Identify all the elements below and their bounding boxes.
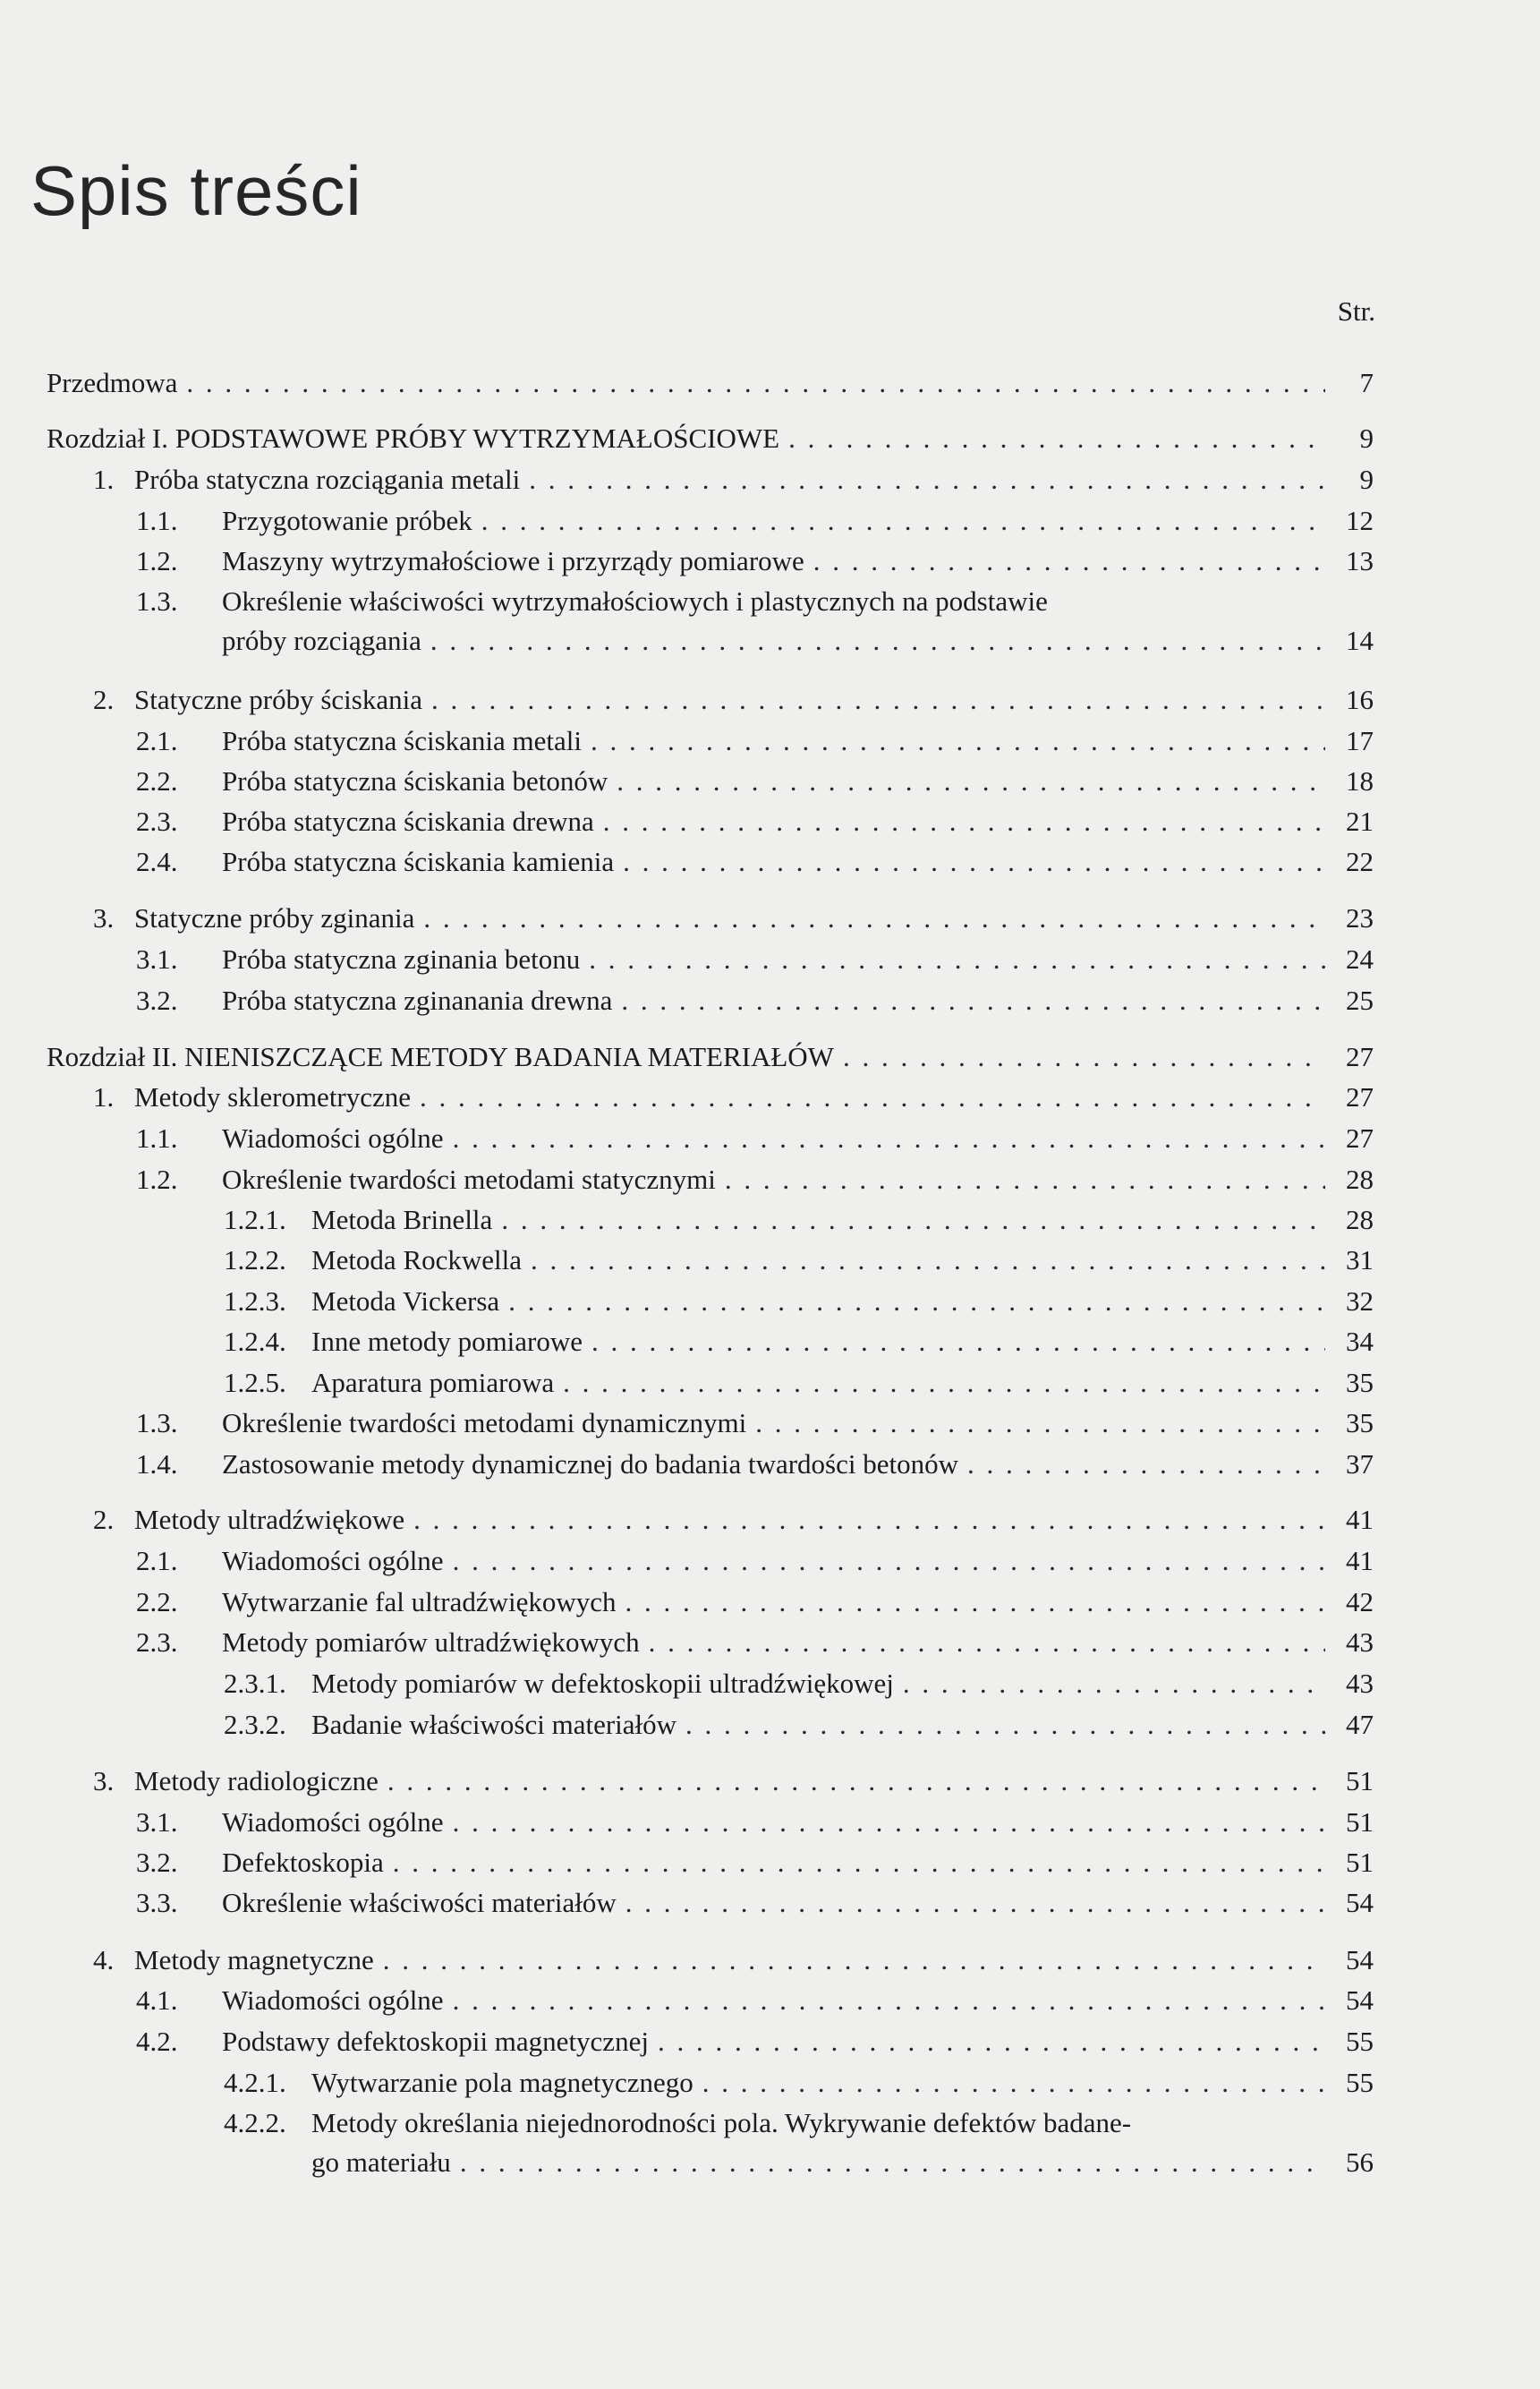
toc-entry-number: 4. [93, 1944, 115, 1975]
toc-entry-number: 2.1. [136, 725, 178, 756]
dot-leader [693, 2065, 1325, 2101]
toc-entry-number: 1.2.2. [224, 1244, 286, 1276]
toc-entry-number: 4.1. [136, 1984, 178, 2016]
toc-entry-page: 55 [1346, 2026, 1374, 2057]
toc-entry-number: 2.3. [136, 1626, 178, 1658]
toc-entry-title: Określenie twardości metodami statycznymi [222, 1164, 716, 1195]
dot-leader [649, 2024, 1325, 2060]
toc-entry-page: 51 [1346, 1806, 1374, 1838]
dot-leader [894, 1666, 1325, 1702]
toc-entry [0, 1202, 1540, 1238]
toc-entry-page: 25 [1346, 985, 1374, 1016]
toc-entry [0, 804, 1540, 840]
toc-entry-page: 41 [1346, 1504, 1374, 1535]
toc-entry-title: Rozdział II. NIENISZCZĄCE METODY BADANIA MATERIAŁÓW [47, 1041, 834, 1072]
toc-entry-number: 1.4. [136, 1448, 178, 1480]
dot-leader [746, 1405, 1325, 1441]
toc-entry [0, 1242, 1540, 1278]
toc-entry-number: 1.1. [136, 505, 178, 536]
toc-entry-page: 51 [1346, 1765, 1374, 1796]
toc-entry-page: 7 [1359, 367, 1374, 398]
toc-entry-number: 1. [93, 464, 115, 495]
toc-entry-page: 43 [1346, 1668, 1374, 1699]
toc-entry [0, 1763, 1540, 1799]
toc-entry [0, 1625, 1540, 1660]
dot-leader [582, 723, 1325, 759]
dot-leader [617, 1584, 1325, 1620]
toc-entry-title: Maszyny wytrzymałościowe i przyrządy pomiarowe [222, 545, 804, 576]
toc-entry-number: 1.2. [136, 1164, 178, 1195]
toc-entry-title: Próba statyczna ściskania betonów [222, 765, 608, 797]
toc-entry-title: Zastosowanie metody dynamicznej do badania twardości betonów [222, 1448, 958, 1480]
toc-entry-title: Przygotowanie próbek [222, 505, 472, 536]
toc-entry [0, 462, 1540, 498]
toc-entry-title: Wiadomości ogólne [222, 1984, 444, 2016]
toc-entry-number: 3. [93, 902, 115, 934]
toc-entry-number: 3.2. [136, 1847, 178, 1878]
toc-entry-page: 27 [1346, 1081, 1374, 1113]
toc-entry-page: 27 [1346, 1122, 1374, 1154]
dot-leader [617, 1885, 1325, 1921]
toc-entry-page: 14 [1346, 625, 1374, 656]
toc-entry-number: 2.3. [136, 806, 178, 837]
toc-entry-page: 13 [1346, 545, 1374, 576]
dot-leader [834, 1039, 1325, 1075]
toc-entry-number: 4.2. [136, 2026, 178, 2057]
toc-entry-number: 1.2.5. [224, 1367, 286, 1398]
toc-entry-page: 28 [1346, 1164, 1374, 1195]
toc-entry-number: 3.1. [136, 943, 178, 975]
dot-leader [958, 1446, 1325, 1482]
toc-entry [0, 1502, 1540, 1538]
toc-entry [0, 942, 1540, 977]
toc-entry-title: Podstawy defektoskopii magnetycznej [222, 2026, 649, 2057]
toc-entry-title: Metoda Rockwella [311, 1244, 523, 1276]
toc-entry-number: 1.2.4. [224, 1326, 286, 1357]
toc-entry [0, 983, 1540, 1019]
dot-leader [404, 1502, 1325, 1538]
toc-entry-number: 2.1. [136, 1545, 178, 1576]
dot-leader [608, 764, 1325, 799]
toc-entry-page: 54 [1346, 1984, 1374, 2016]
toc-entry-page: 35 [1346, 1367, 1374, 1398]
dot-leader [580, 942, 1325, 977]
toc-entry-title: Próba statyczna ściskania drewna [222, 806, 594, 837]
toc-entry-page: 32 [1346, 1285, 1374, 1317]
toc-entry-number: 2.2. [136, 765, 178, 797]
toc-entry-number: 2. [93, 684, 115, 715]
dot-leader [444, 1543, 1325, 1579]
toc-entry [0, 1284, 1540, 1319]
toc-entry-page: 34 [1346, 1326, 1374, 1357]
toc-entry-number: 4.2.1. [224, 2067, 286, 2098]
toc-entry-title: Próba statyczna ściskania metali [222, 725, 583, 756]
toc-entry-page: 43 [1346, 1626, 1374, 1658]
toc-entry-title: Metody sklerometryczne [134, 1081, 412, 1113]
dot-leader [779, 421, 1325, 456]
toc-entry-page: 27 [1346, 1041, 1374, 1072]
dot-leader [421, 623, 1325, 659]
dot-leader [444, 1121, 1325, 1156]
toc-entry-title: Statyczne próby zginania [134, 902, 415, 934]
toc-entry-number: 3.3. [136, 1887, 178, 1918]
toc-entry [0, 2065, 1540, 2101]
toc-entry [0, 1162, 1540, 1198]
dot-leader [444, 1805, 1325, 1840]
toc-entry [0, 2024, 1540, 2060]
toc-entry-number: 3.2. [136, 985, 178, 1016]
toc-entry-title: Próba statyczna rozciągania metali [134, 464, 521, 495]
toc-entry-title-continued: go materiału [311, 2146, 451, 2178]
toc-entry-page: 16 [1346, 684, 1374, 715]
toc-entry [0, 1666, 1540, 1702]
toc-entry-number: 2.3.1. [224, 1668, 286, 1699]
toc-entry-page: 35 [1346, 1407, 1374, 1438]
dot-leader [472, 503, 1325, 539]
toc-entry [0, 1707, 1540, 1743]
toc-entry [0, 503, 1540, 539]
toc-entry-page: 18 [1346, 765, 1374, 797]
toc-entry [0, 900, 1540, 936]
toc-entry-page: 17 [1346, 725, 1374, 756]
toc-entry-number: 1.1. [136, 1122, 178, 1154]
toc-entry-page: 23 [1346, 902, 1374, 934]
dot-leader [612, 983, 1325, 1019]
toc-entry-number: 3.1. [136, 1806, 178, 1838]
toc-entry-title: Próba statyczna zginanania drewna [222, 985, 613, 1016]
toc-entry-number: 1.3. [136, 585, 178, 617]
toc-entry [0, 1983, 1540, 2018]
page-title: Spis treści [30, 151, 362, 230]
toc-entry-number: 1.2. [136, 545, 178, 576]
dot-leader [676, 1707, 1325, 1743]
toc-entry-page: 28 [1346, 1204, 1374, 1235]
dot-leader [414, 900, 1325, 936]
toc-entry [0, 723, 1540, 759]
toc-entry-title: Przedmowa [47, 367, 178, 398]
dot-leader [583, 1324, 1325, 1360]
toc-entry-page: 31 [1346, 1244, 1374, 1276]
toc-entry-page: 56 [1346, 2146, 1374, 2178]
toc-entry-title: Defektoskopia [222, 1847, 384, 1878]
dot-leader [520, 462, 1325, 498]
toc-entry-title: Rozdział I. PODSTAWOWE PRÓBY WYTRZYMAŁOŚCIOWE [47, 422, 780, 454]
toc-entry [0, 682, 1540, 718]
toc-entry-title: Metody radiologiczne [134, 1765, 379, 1796]
dot-leader [804, 543, 1325, 579]
toc-entry-page: 21 [1346, 806, 1374, 837]
toc-entry [0, 365, 1540, 401]
toc-entry [0, 584, 1540, 659]
toc-entry-page: 41 [1346, 1545, 1374, 1576]
dot-leader [444, 1983, 1325, 2018]
toc-entry [0, 764, 1540, 799]
toc-entry [0, 844, 1540, 880]
toc-entry-title: Metody określania niejednorodności pola. Wykrywanie defektów badane- [311, 2107, 1132, 2138]
toc-entry-number: 1.3. [136, 1407, 178, 1438]
toc-entry-title: Wytwarzanie fal ultradźwiękowych [222, 1586, 617, 1617]
toc-entry-page: 24 [1346, 943, 1374, 975]
dot-leader [384, 1845, 1325, 1881]
toc-entry-title: Próba statyczna ściskania kamienia [222, 846, 615, 877]
toc-entry [0, 1584, 1540, 1620]
toc-entry-title: Metoda Brinella [311, 1204, 493, 1235]
toc-entry [0, 1405, 1540, 1441]
dot-leader [522, 1242, 1325, 1278]
toc-entry-title: Metody magnetyczne [134, 1944, 374, 1975]
toc-entry-number: 1. [93, 1081, 115, 1113]
toc-entry [0, 1942, 1540, 1978]
toc-entry-title: Określenie twardości metodami dynamicznymi [222, 1407, 747, 1438]
toc-entry-title: Wiadomości ogólne [222, 1122, 444, 1154]
toc-entry-number: 2. [93, 1504, 115, 1535]
toc-entry-title: Metody pomiarów w defektoskopii ultradźwiękowej [311, 1668, 894, 1699]
toc-entry-title: Wiadomości ogólne [222, 1806, 444, 1838]
page-column-header: Str. [1337, 295, 1375, 327]
toc-entry [0, 421, 1540, 456]
toc-entry [0, 1079, 1540, 1115]
toc-entry-number: 3. [93, 1765, 115, 1796]
toc-entry-title: Wiadomości ogólne [222, 1545, 444, 1576]
dot-leader [554, 1365, 1325, 1401]
toc-entry-number: 1.2.1. [224, 1204, 286, 1235]
dot-leader [499, 1284, 1325, 1319]
dot-leader [716, 1162, 1325, 1198]
toc-entry-title: Metody ultradźwiękowe [134, 1504, 405, 1535]
toc-entry-page: 42 [1346, 1586, 1374, 1617]
toc-entry-title: Aparatura pomiarowa [311, 1367, 555, 1398]
dot-leader [177, 365, 1325, 401]
toc-entry-title: Określenie właściwości wytrzymałościowych i plastycznych na podstawie [222, 585, 1048, 617]
toc-entry [0, 2105, 1540, 2180]
dot-leader [594, 804, 1325, 840]
toc-entry-page: 51 [1346, 1847, 1374, 1878]
dot-leader [640, 1625, 1325, 1660]
toc-entry-title: Próba statyczna zginania betonu [222, 943, 581, 975]
toc-entry-page: 12 [1346, 505, 1374, 536]
toc-entry-title-continued: próby rozciągania [222, 625, 421, 656]
toc-entry-title: Metody pomiarów ultradźwiękowych [222, 1626, 640, 1658]
toc-entry-title: Inne metody pomiarowe [311, 1326, 583, 1357]
toc-entry [0, 1365, 1540, 1401]
toc-entry-number: 4.2.2. [224, 2107, 286, 2138]
toc-entry-page: 9 [1359, 464, 1374, 495]
toc-entry [0, 1845, 1540, 1881]
toc-entry-title: Badanie właściwości materiałów [311, 1709, 677, 1740]
dot-leader [614, 844, 1325, 880]
toc-entry-page: 37 [1346, 1448, 1374, 1480]
dot-leader [492, 1202, 1325, 1238]
toc-entry-number: 2.2. [136, 1586, 178, 1617]
dot-leader [379, 1763, 1325, 1799]
dot-leader [422, 682, 1325, 718]
dot-leader [411, 1079, 1325, 1115]
toc-entry-page: 54 [1346, 1944, 1374, 1975]
toc-entry-title: Określenie właściwości materiałów [222, 1887, 617, 1918]
dot-leader [451, 2145, 1325, 2180]
toc-entry [0, 1039, 1540, 1075]
toc-entry-page: 22 [1346, 846, 1374, 877]
toc-entry [0, 1543, 1540, 1579]
toc-entry [0, 1446, 1540, 1482]
toc-entry-page: 47 [1346, 1709, 1374, 1740]
toc-entry [0, 1805, 1540, 1840]
toc-entry-page: 55 [1346, 2067, 1374, 2098]
toc-entry-number: 2.4. [136, 846, 178, 877]
toc-entry [0, 1121, 1540, 1156]
toc-entry-number: 1.2.3. [224, 1285, 286, 1317]
toc-entry-title: Metoda Vickersa [311, 1285, 500, 1317]
toc-entry [0, 543, 1540, 579]
toc-entry-title: Statyczne próby ściskania [134, 684, 422, 715]
toc-entry [0, 1324, 1540, 1360]
toc-entry-page: 54 [1346, 1887, 1374, 1918]
dot-leader [374, 1942, 1325, 1978]
toc-entry-page: 9 [1359, 422, 1374, 454]
toc-entry-title: Wytwarzanie pola magnetycznego [311, 2067, 693, 2098]
toc-entry [0, 1885, 1540, 1921]
toc-entry-number: 2.3.2. [224, 1709, 286, 1740]
